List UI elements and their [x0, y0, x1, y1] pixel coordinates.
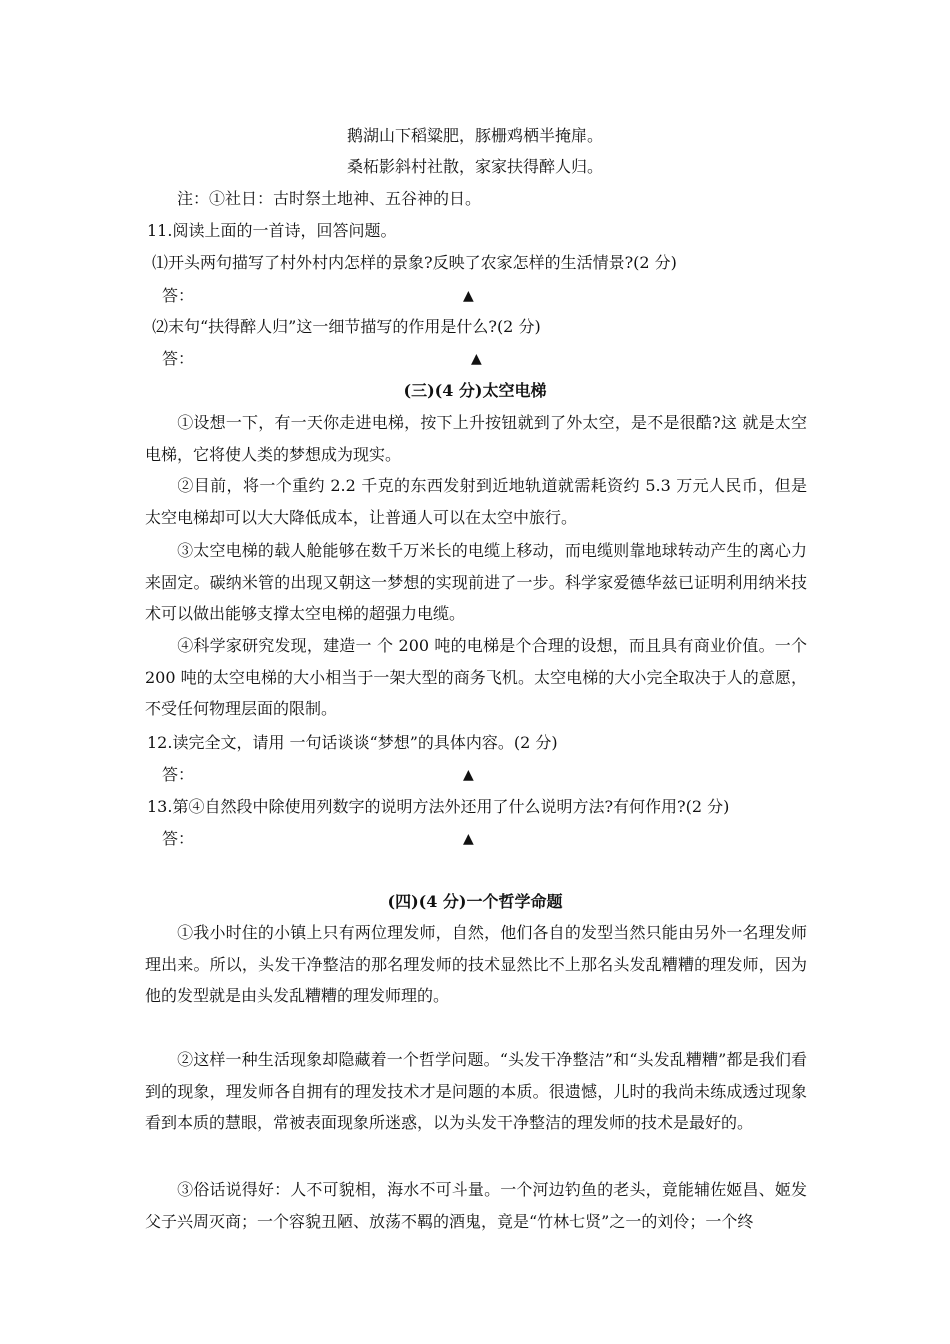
answer-marker-triangle: ▲	[463, 831, 474, 847]
section-3-paragraph-3	[145, 535, 807, 630]
question-11-sub1: ⑴开头两句描写了村外村内怎样的景象?反映了农家怎样的生活情景?(2 分)	[152, 253, 677, 272]
section-3-paragraph-4-text: ④科学家研究发现，建造一 个 200 吨的电梯是个合理的设想，而且具有商业价值。一个 200 吨的太空电梯的大小相当于一架大型的商务飞机。太空电梯的大小完全取决于人的意愿，不受任何物理层面的限制。	[145, 636, 807, 718]
answer-label: 答：	[162, 349, 195, 368]
section-4-title: (四)(4 分)一个哲学命题	[387, 892, 563, 911]
poem-line-1: 鹅湖山下稻粱肥，豚栅鸡栖半掩扉。	[346, 126, 603, 145]
poem-note: 注：①社日：古时祭土地神、五谷神的日。	[177, 189, 482, 208]
section-3-paragraph-2	[145, 470, 807, 533]
section-3-paragraph-1	[145, 407, 807, 470]
section-3-paragraph-4	[145, 630, 807, 725]
section-3-paragraph-1-text: ①设想一下，有一天你走进电梯，按下上升按钮就到了外太空，是不是很酷?这 就是太空电梯，它将使人类的梦想成为现实。	[145, 413, 807, 464]
question-11-sub2: ⑵末句“扶得醉人归”这一细节描写的作用是什么?(2 分)	[152, 317, 541, 336]
answer-label: 答：	[162, 829, 195, 848]
question-12: 12.读完全文，请用 一句话谈谈“梦想”的具体内容。(2 分)	[147, 733, 558, 752]
section-4-paragraph-1	[145, 917, 807, 1012]
answer-label: 答：	[162, 765, 195, 784]
section-4-paragraph-2	[145, 1044, 807, 1139]
question-13: 13.第④自然段中除使用列数字的说明方法外还用了什么说明方法?有何作用?(2 分)	[147, 797, 730, 816]
section-4-paragraph-3	[145, 1174, 807, 1237]
poem-line-2: 桑柘影斜村社散，家家扶得醉人归。	[346, 157, 603, 176]
section-4-paragraph-2-text: ②这样一种生活现象却隐藏着一个哲学问题。“头发干净整洁”和“头发乱糟糟”都是我们看到的现象，理发师各自拥有的理发技术才是问题的本质。很遗憾，儿时的我尚未练成透过现象看到本质的慧眼，常被表面现象所迷惑，以为头发干净整洁的理发师的技术是最好的。	[145, 1050, 807, 1132]
section-3-title: (三)(4 分)太空电梯	[403, 381, 547, 400]
section-3-paragraph-2-text: ②目前，将一个重约 2.2 千克的东西发射到近地轨道就需耗资约 5.3 万元人民币，但是太空电梯却可以大大降低成本，让普通人可以在太空中旅行。	[145, 476, 807, 527]
answer-marker-triangle: ▲	[471, 351, 482, 367]
section-4-paragraph-1-text: ①我小时住的小镇上只有两位理发师，自然，他们各自的发型当然只能由另外一名理发师理出来。所以，头发干净整洁的那名理发师的技术显然比不上那名头发乱糟糟的理发师，因为他的发型就是由头发乱糟糟的理发师理的。	[145, 923, 807, 1005]
question-11-stem: 11.阅读上面的一首诗，回答问题。	[147, 221, 397, 240]
answer-label: 答：	[162, 286, 195, 305]
section-4-paragraph-3-text: ③俗话说得好：人不可貌相，海水不可斗量。一个河边钓鱼的老头，竟能辅佐姬昌、姬发父子兴周灭商；一个容貌丑陋、放荡不羁的酒鬼，竟是“竹林七贤”之一的刘伶；一个终	[145, 1180, 807, 1231]
section-3-paragraph-3-text: ③太空电梯的载人舱能够在数千万米长的电缆上移动，而电缆则靠地球转动产生的离心力来固定。碳纳米管的出现又朝这一梦想的实现前进了一步。科学家爱德华兹已证明利用纳米技术可以做出能够支撑太空电梯的超强力电缆。	[145, 541, 807, 623]
answer-marker-triangle: ▲	[463, 767, 474, 783]
answer-marker-triangle: ▲	[463, 288, 474, 304]
